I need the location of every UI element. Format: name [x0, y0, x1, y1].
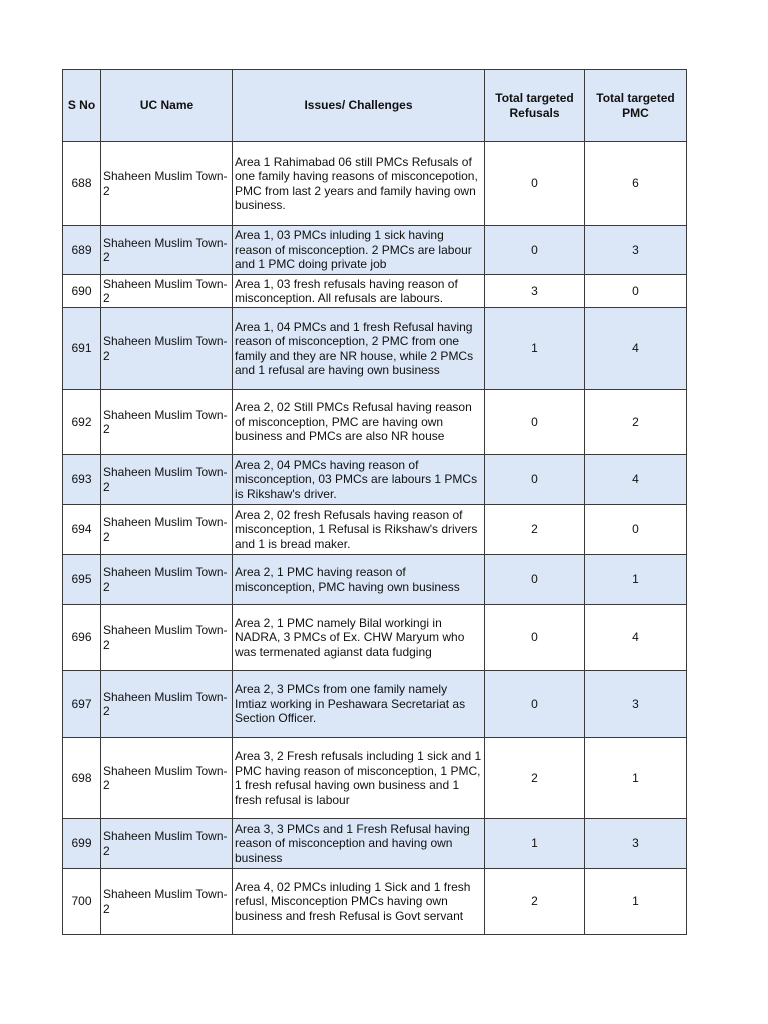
cell-pmc: 4 [585, 605, 687, 671]
cell-refusals: 0 [485, 142, 585, 226]
cell-refusals: 0 [485, 226, 585, 275]
cell-uc-name: Shaheen Muslim Town-2 [101, 819, 233, 869]
cell-uc-name: Shaheen Muslim Town-2 [101, 869, 233, 935]
refusals-pmc-table [62, 69, 687, 935]
cell-issue: Area 2, 04 PMCs having reason of misconception, 03 PMCs are labours 1 PMCs is Rikshaw's driver. [233, 455, 485, 505]
cell-pmc: 1 [585, 869, 687, 935]
cell-sno: 697 [63, 671, 101, 738]
cell-issue: Area 2, 1 PMC having reason of misconception, PMC having own business [233, 555, 485, 605]
cell-issue: Area 1 Rahimabad 06 still PMCs Refusals of one family having reasons of misconcepotion, PMC from last 2 years and family having own business. [233, 142, 485, 226]
cell-sno: 695 [63, 555, 101, 605]
cell-issue: Area 4, 02 PMCs inluding 1 Sick and 1 fresh refusl, Misconception PMCs having own business and fresh Refusal is Govt servant [233, 869, 485, 935]
cell-refusals: 0 [485, 455, 585, 505]
table-row [63, 308, 687, 390]
table-row [63, 605, 687, 671]
cell-sno: 698 [63, 738, 101, 819]
cell-uc-name: Shaheen Muslim Town-2 [101, 738, 233, 819]
cell-sno: 691 [63, 308, 101, 390]
cell-uc-name: Shaheen Muslim Town-2 [101, 505, 233, 555]
cell-sno: 699 [63, 819, 101, 869]
cell-sno: 694 [63, 505, 101, 555]
header-sno: S No [63, 70, 101, 142]
cell-pmc: 1 [585, 738, 687, 819]
table-row [63, 555, 687, 605]
cell-sno: 692 [63, 390, 101, 455]
cell-uc-name: Shaheen Muslim Town-2 [101, 455, 233, 505]
header-total-pmc: Total targeted PMC [585, 70, 687, 142]
cell-pmc: 3 [585, 819, 687, 869]
cell-uc-name: Shaheen Muslim Town-2 [101, 142, 233, 226]
cell-refusals: 1 [485, 308, 585, 390]
cell-pmc: 6 [585, 142, 687, 226]
cell-refusals: 0 [485, 555, 585, 605]
cell-pmc: 2 [585, 390, 687, 455]
cell-uc-name: Shaheen Muslim Town-2 [101, 275, 233, 308]
cell-pmc: 0 [585, 505, 687, 555]
header-row [63, 70, 687, 142]
cell-refusals: 1 [485, 819, 585, 869]
cell-refusals: 0 [485, 671, 585, 738]
cell-uc-name: Shaheen Muslim Town-2 [101, 605, 233, 671]
table-row [63, 226, 687, 275]
cell-pmc: 4 [585, 308, 687, 390]
cell-issue: Area 3, 3 PMCs and 1 Fresh Refusal having reason of misconception and having own business [233, 819, 485, 869]
cell-refusals: 0 [485, 605, 585, 671]
table-row [63, 142, 687, 226]
cell-refusals: 0 [485, 390, 585, 455]
cell-refusals: 2 [485, 738, 585, 819]
cell-sno: 696 [63, 605, 101, 671]
cell-pmc: 3 [585, 226, 687, 275]
header-uc-name: UC Name [101, 70, 233, 142]
cell-uc-name: Shaheen Muslim Town-2 [101, 308, 233, 390]
cell-pmc: 0 [585, 275, 687, 308]
cell-uc-name: Shaheen Muslim Town-2 [101, 226, 233, 275]
table-row [63, 671, 687, 738]
header-total-refusals: Total targeted Refusals [485, 70, 585, 142]
table-row [63, 738, 687, 819]
cell-uc-name: Shaheen Muslim Town-2 [101, 555, 233, 605]
table-row [63, 390, 687, 455]
cell-pmc: 1 [585, 555, 687, 605]
cell-uc-name: Shaheen Muslim Town-2 [101, 671, 233, 738]
cell-pmc: 4 [585, 455, 687, 505]
cell-sno: 693 [63, 455, 101, 505]
header-issues: Issues/ Challenges [233, 70, 485, 142]
cell-sno: 689 [63, 226, 101, 275]
cell-issue: Area 2, 3 PMCs from one family namely Imtiaz working in Peshawara Secretariat as Section Officer. [233, 671, 485, 738]
cell-sno: 700 [63, 869, 101, 935]
cell-issue: Area 2, 02 Still PMCs Refusal having reason of misconception, PMC are having own business and PMCs are also NR house [233, 390, 485, 455]
cell-pmc: 3 [585, 671, 687, 738]
cell-sno: 688 [63, 142, 101, 226]
table-row [63, 869, 687, 935]
cell-issue: Area 1, 03 PMCs inluding 1 sick having reason of misconception. 2 PMCs are labour and 1 PMC doing private job [233, 226, 485, 275]
table-row [63, 455, 687, 505]
cell-issue: Area 2, 1 PMC namely Bilal workingi in NADRA, 3 PMCs of Ex. CHW Maryum who was termenated agianst data fudging [233, 605, 485, 671]
cell-refusals: 2 [485, 505, 585, 555]
table-row [63, 275, 687, 308]
cell-sno: 690 [63, 275, 101, 308]
cell-refusals: 2 [485, 869, 585, 935]
table-row [63, 819, 687, 869]
cell-issue: Area 3, 2 Fresh refusals including 1 sick and 1 PMC having reason of misconception, 1 PMC, 1 fresh refusal having own business and 1 fresh refusal is labour [233, 738, 485, 819]
cell-uc-name: Shaheen Muslim Town-2 [101, 390, 233, 455]
cell-issue: Area 1, 04 PMCs and 1 fresh Refusal having reason of misconception, 2 PMC from one family and they are NR house, while 2 PMCs and 1 refusal are having own business [233, 308, 485, 390]
cell-refusals: 3 [485, 275, 585, 308]
cell-issue: Area 2, 02 fresh Refusals having reason of misconception, 1 Refusal is Rikshaw's drivers and 1 is bread maker. [233, 505, 485, 555]
table-row [63, 505, 687, 555]
cell-issue: Area 1, 03 fresh refusals having reason of misconception. All refusals are labours. [233, 275, 485, 308]
